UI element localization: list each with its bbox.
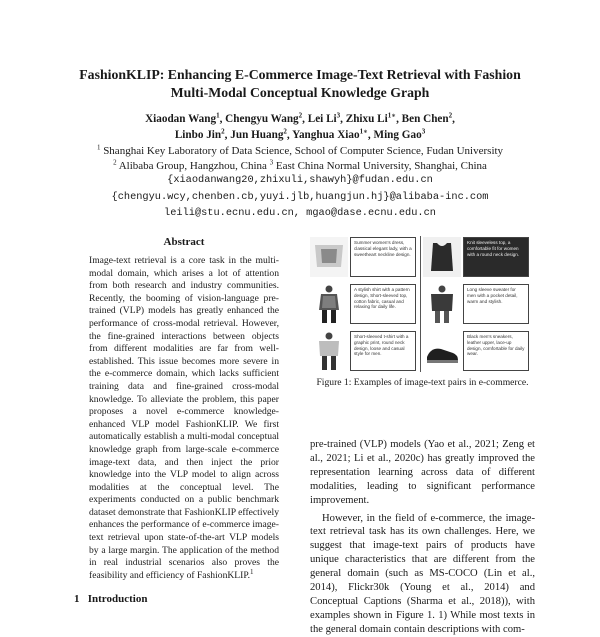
email-line-2[interactable]: {chengyu.wcy,chenben.cb,yuyi.jlb,huangjun.hj}@alibaba-inc.com: [111, 190, 489, 203]
right-column-body: [310, 438, 535, 637]
paragraph: However, in the field of e-commerce, the image-text retrieval task has its own challenges. Here, we suggest that image-text pairs of products have unique characteristics that are different from the general domain (such as MS-COCO (Lin et al., 2014), Flickr30k (Young et al., 2014) and Conceptual Captions (Sharma et al., 2018)), with examples shown in Figure 1. 1) While most texts in the general domain contain descriptions with com-: [310, 512, 535, 635]
shirt-model-image: [310, 284, 348, 324]
email-line-1[interactable]: {xiaodanwang20,zhixuli,shawyh}@fudan.edu.cn: [167, 174, 433, 186]
author-name: Lei Li: [307, 113, 337, 125]
figure-caption-box: Knit sleeveless top, a comfortable fit for women with a round neck design.: [463, 237, 529, 277]
affiliation-line-1: $^1$ Shanghai Key Laboratory of Data Science, School of Computer Science, Fudan University: [96, 143, 504, 157]
affiliation-line-2: $^2$ Alibaba Group, Hangzhou, China $^3$ East China Normal University, Shanghai, China: [113, 157, 487, 172]
author-name: Yanghua Xiao: [292, 129, 360, 141]
figure-example: [423, 330, 531, 372]
figure-right-panel: [423, 236, 531, 372]
abstract-text: Image-text retrieval is a core task in the multi-modal domain, which arises a lot of attention from both research and industry communities. Recently, the booming of vision-language pre-trained (VLP) models has greatly enhanced the performance of cross-modal retrieval. However, the fine-grained interactions between objects from different modalities are far from well-established. This issue becomes more severe in the e-commerce domain, which lacks sufficient training data and fine-grained cross-modal knowledge. To alleviate the problem, this paper proposes a novel e-commerce knowledge-enhanced VLP model FashionKLIP. We first automatically establish a multi-modal conceptual knowledge graph from large-scale e-commerce image-text data, and then inject the prior knowledge into the VLP model to align across modalities at the conceptual level. The experiments conducted on a public benchmark dataset demonstrate that FashionKLIP effectively enhances the performance of e-commerce image-text retrieval upon state-of-the-art VLP models by a large margin. The application of the method in real industrial scenarios also proves the feasibility and efficiency of FashionKLIP.: [89, 255, 279, 581]
author-line-1: Xiaodan Wang$^1$, Chengyu Wang$^2$, Lei Li$^3$, Zhixu $Li^{1∗}$, Ben Chen$^2$,: [145, 111, 455, 125]
sweater-model-image: [423, 284, 461, 324]
figure-example: [310, 330, 418, 372]
author-mark: 2: [283, 127, 287, 136]
figure-caption-box: Short-sleeved t-shirt with a graphic print, round neck design, loose and casual style for men.: [350, 331, 416, 371]
figure-caption-box: A stylish shirt with a pattern design, Short-sleeved top, cotton fabric, casual and relaxing for daily life.: [350, 284, 416, 324]
figure-caption-box: Summer women's dress, classical elegant lady, with a sweetheart neckline design.: [350, 237, 416, 277]
knit-top-image: [423, 237, 461, 277]
tshirt-model-image: [310, 331, 348, 371]
author-mark: 3: [336, 111, 341, 120]
author-name: Ming Gao: [373, 129, 422, 141]
author-name: Linbo Jin: [174, 129, 222, 141]
figure-divider: [420, 236, 421, 372]
author-name: Chengyu Wang: [225, 113, 299, 125]
dress-image: [310, 237, 348, 277]
paper-title: [40, 66, 560, 102]
author-name: Xiaodan Wang: [145, 113, 217, 125]
author-mark: 2: [221, 127, 225, 136]
author-mark: 1∗: [359, 127, 368, 136]
section-heading-introduction: [74, 593, 147, 605]
abstract-body: [89, 255, 279, 582]
abstract-heading: Abstract: [163, 236, 205, 248]
figure-caption: Figure 1: Examples of image-text pairs in e-commerce.: [316, 377, 529, 388]
author-name: Zhixu Li: [345, 113, 388, 125]
author-line-2: Linbo Jin$^2$, Jun Huang$^2$, Yanghua Xiao$^{1∗}$, Ming Gao$^3$: [174, 127, 426, 141]
figure-example: [423, 236, 531, 278]
figure-1: [310, 236, 532, 372]
author-list: [40, 111, 560, 143]
figure-caption-box: Black men's sneakers, leather upper, lace-up design, comfortable for daily wear.: [463, 331, 529, 371]
figure-example: [310, 283, 418, 325]
email-line-3[interactable]: leili@stu.ecnu.edu.cn, mgao@dase.ecnu.edu.cn: [164, 207, 436, 219]
author-mark: 2: [298, 111, 303, 120]
author-mark: 1: [216, 111, 220, 120]
footnote-mark[interactable]: 1: [250, 567, 254, 576]
author-name: Ben Chen: [401, 113, 449, 125]
affiliations: [40, 144, 560, 173]
author-mark: 3: [421, 127, 426, 136]
paragraph: pre-trained (VLP) models (Yao et al., 2021; Zeng et al., 2021; Li et al., 2020c) has greatly improved the representation learning across data of different modalities, leading to significant performance improvement.: [310, 439, 535, 506]
section-number: 1: [74, 593, 80, 605]
section-title: Introduction: [87, 593, 148, 605]
figure-example: [310, 236, 418, 278]
title-line-1: FashionKLIP: Enhancing E-Commerce Image-Text Retrieval with Fashion: [79, 67, 521, 82]
author-mark: 2: [448, 111, 453, 120]
sneaker-image: [423, 331, 461, 371]
figure-caption-box: Long sleeve sweater for men with a pocket detail, warm and stylish.: [463, 284, 529, 324]
author-emails: [40, 172, 560, 222]
figure-left-panel: [310, 236, 418, 372]
author-name: Jun Huang: [230, 129, 284, 141]
figure-example: [423, 283, 531, 325]
author-mark: 1∗: [387, 111, 397, 120]
title-line-2: Multi-Modal Conceptual Knowledge Graph: [170, 85, 430, 100]
